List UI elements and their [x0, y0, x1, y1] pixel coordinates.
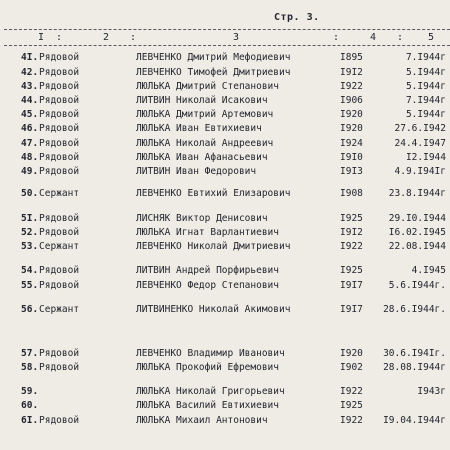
row-number: 49. [21, 166, 39, 177]
page-number: Стр. 3. [274, 12, 320, 23]
row-name: ЛЮЛЬКА Иван Афанасьевич [136, 152, 268, 163]
row-birth-year: I920 [340, 109, 363, 120]
row-birth-year: I920 [340, 123, 363, 134]
row-birth-year: I895 [340, 52, 363, 63]
row-date: I6.02.I945 [388, 227, 446, 238]
row-date: 5.I944г [405, 81, 446, 92]
row-name: ЛЮЛЬКА Прокофий Ефремович [136, 362, 279, 373]
header-col-4: 4 [370, 32, 377, 43]
row-number: 4I. [21, 52, 39, 63]
row-number: 57. [21, 348, 39, 359]
row-name: ЛЮЛЬКА Николай Андреевич [136, 138, 274, 149]
row-birth-year: I925 [340, 400, 363, 411]
row-date: 28.6.I944г. [383, 304, 446, 315]
row-date: 27.6.I942 [394, 123, 446, 134]
header-col-3: 3 [233, 32, 240, 43]
row-name: ЛИТВИН Николай Исакович [136, 95, 268, 106]
row-rank: Рядовой [39, 81, 80, 92]
row-date: 29.I0.I944 [388, 213, 446, 224]
row-rank: Рядовой [39, 213, 80, 224]
row-number: 50. [21, 188, 39, 199]
row-number: 58. [21, 362, 39, 373]
table-row [0, 265, 450, 277]
row-number: 47. [21, 138, 39, 149]
table-row [0, 362, 450, 374]
row-number: 44. [21, 95, 39, 106]
row-rank: Сержант [39, 304, 80, 315]
row-number: 54. [21, 265, 39, 276]
row-rank: Рядовой [39, 348, 80, 359]
row-name: ЛЮЛЬКА Дмитрий Артемович [136, 109, 274, 120]
row-number: 59. [21, 386, 39, 397]
row-date: 7.I944г [405, 52, 446, 63]
row-rank: Рядовой [39, 415, 80, 426]
row-name: ЛИТВИН Андрей Порфирьевич [136, 265, 279, 276]
row-date: 5.I944г [405, 67, 446, 78]
row-date: 4.9.I94Iг [394, 166, 446, 177]
row-name: ЛЮЛЬКА Михаил Антонович [136, 415, 268, 426]
row-name: ЛЕВЧЕНКО Тимофей Дмитриевич [136, 67, 291, 78]
row-rank: Рядовой [39, 152, 80, 163]
row-name: ЛЕВЧЕНКО Евтихий Елизарович [136, 188, 291, 199]
row-number: 55. [21, 280, 39, 291]
row-birth-year: I908 [340, 188, 363, 199]
table-row [0, 280, 450, 292]
table-row [0, 304, 450, 316]
row-date: 5.6.I944г. [388, 280, 446, 291]
row-name: ЛЕВЧЕНКО Дмитрий Мефодиевич [136, 52, 291, 63]
table-row [0, 386, 450, 398]
table-row [0, 81, 450, 93]
table-row [0, 213, 450, 225]
row-rank: Рядовой [39, 67, 80, 78]
header-bottom-rule [4, 45, 450, 46]
row-rank: Рядовой [39, 109, 80, 120]
row-birth-year: I9I7 [340, 304, 363, 315]
row-name: ЛИТВИН Иван Федорович [136, 166, 257, 177]
row-number: 56. [21, 304, 39, 315]
row-number: 60. [21, 400, 39, 411]
row-date: 30.6.I94Iг. [383, 348, 446, 359]
row-date: 4.I945 [411, 265, 446, 276]
header-top-rule [4, 29, 450, 30]
row-rank: Рядовой [39, 280, 80, 291]
row-birth-year: I9I2 [340, 227, 363, 238]
row-number: 46. [21, 123, 39, 134]
row-number: 43. [21, 81, 39, 92]
row-birth-year: I920 [340, 348, 363, 359]
table-row [0, 348, 450, 360]
row-rank: Рядовой [39, 227, 80, 238]
table-row [0, 152, 450, 164]
header-col-1: I [38, 32, 45, 43]
row-number: 48. [21, 152, 39, 163]
header-sep-1: : [56, 32, 63, 43]
row-date: I943г [417, 386, 446, 397]
row-number: 45. [21, 109, 39, 120]
table-row [0, 227, 450, 239]
row-rank: Рядовой [39, 123, 80, 134]
row-rank: Рядовой [39, 52, 80, 63]
row-date: 7.I944г [405, 95, 446, 106]
row-date: 22.08.I944 [388, 241, 446, 252]
row-rank: Сержант [39, 241, 80, 252]
row-number: 6I. [21, 415, 39, 426]
row-rank: Сержант [39, 188, 80, 199]
row-name: ЛЕВЧЕНКО Николай Дмитриевич [136, 241, 291, 252]
table-row [0, 67, 450, 79]
row-rank: Рядовой [39, 265, 80, 276]
row-number: 53. [21, 241, 39, 252]
header-sep-4: : [397, 32, 404, 43]
row-birth-year: I925 [340, 213, 363, 224]
row-birth-year: I922 [340, 386, 363, 397]
row-name: ЛИТВИНЕНКО Николай Акимович [136, 304, 291, 315]
row-birth-year: I906 [340, 95, 363, 106]
row-date: I2.I944 [405, 152, 446, 163]
row-name: ЛЮЛЬКА Игнат Варлантиевич [136, 227, 279, 238]
row-birth-year: I9I2 [340, 67, 363, 78]
row-name: ЛЮЛЬКА Василий Евтихиевич [136, 400, 279, 411]
row-birth-year: I9I3 [340, 166, 363, 177]
table-row [0, 188, 450, 200]
table-row [0, 95, 450, 107]
table-row [0, 241, 450, 253]
row-birth-year: I924 [340, 138, 363, 149]
table-header [0, 32, 450, 44]
row-birth-year: I922 [340, 241, 363, 252]
row-number: 42. [21, 67, 39, 78]
row-birth-year: I9I0 [340, 152, 363, 163]
table-row [0, 123, 450, 135]
row-name: ЛЮЛЬКА Дмитрий Степанович [136, 81, 279, 92]
row-birth-year: I9I7 [340, 280, 363, 291]
row-date: 24.4.I947 [394, 138, 446, 149]
row-rank: Рядовой [39, 95, 80, 106]
row-name: ЛИСНЯК Виктор Денисович [136, 213, 268, 224]
table-row [0, 400, 450, 412]
row-date: 5.I944г [405, 109, 446, 120]
row-name: ЛЮЛЬКА Иван Евтихиевич [136, 123, 262, 134]
header-sep-2: : [130, 32, 137, 43]
row-name: ЛЮЛЬКА Николай Григорьевич [136, 386, 285, 397]
row-birth-year: I925 [340, 265, 363, 276]
row-number: 52. [21, 227, 39, 238]
table-row [0, 138, 450, 150]
row-date: 28.08.I944г [383, 362, 446, 373]
table-row [0, 166, 450, 178]
row-name: ЛЕВЧЕНКО Владимир Иванович [136, 348, 285, 359]
header-sep-3: : [333, 32, 340, 43]
row-rank: Рядовой [39, 138, 80, 149]
table-row [0, 109, 450, 121]
row-birth-year: I922 [340, 415, 363, 426]
table-row [0, 52, 450, 64]
row-rank: Рядовой [39, 166, 80, 177]
header-col-5: 5 [428, 32, 435, 43]
row-rank: Рядовой [39, 362, 80, 373]
row-birth-year: I922 [340, 81, 363, 92]
row-number: 5I. [21, 213, 39, 224]
table-row [0, 415, 450, 427]
row-date: 23.8.I944г [388, 188, 446, 199]
row-name: ЛЕВЧЕНКО Федор Степанович [136, 280, 279, 291]
row-birth-year: I902 [340, 362, 363, 373]
row-date: I9.04.I944г [383, 415, 446, 426]
header-col-2: 2 [103, 32, 110, 43]
